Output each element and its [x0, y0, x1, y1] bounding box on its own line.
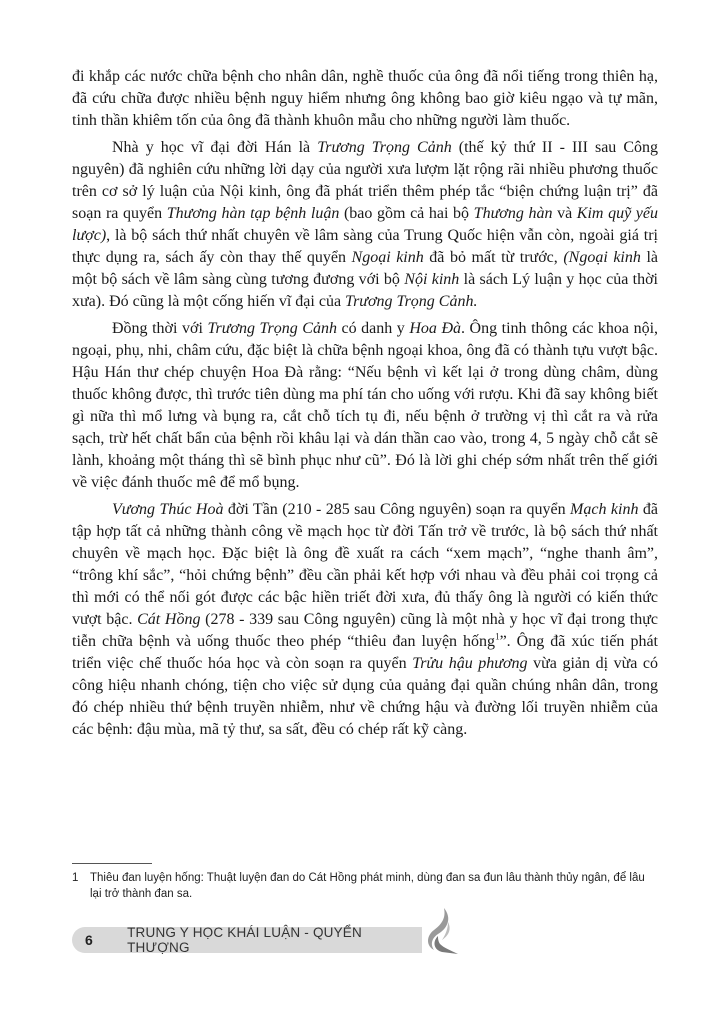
text-run: Nhà y học vĩ đại đời Hán là — [112, 139, 318, 156]
text-run: (thế kỷ thứ II - III sau Công nguyên) đã nghiên cứu những lời dạy của người xưa lượm lặt rộng rãi nhiều phương thuốc trên cơ sở lý luận của Nội kinh, ông đã phát triển thêm phép tắc “biện chứng luận trị” đã soạn ra quyển — [72, 139, 659, 222]
paragraph — [72, 499, 658, 741]
italic-text: Thương hàn — [473, 205, 553, 222]
text-run: đã bỏ mất từ trước, — [423, 249, 564, 266]
text-run: , là bộ sách thứ nhất chuyên về lâm sàng của Trung Quốc hiện vẫn còn, ngoài giá trị thực dụng ra, sách ấy còn thay thế quyển — [72, 227, 658, 266]
text-run: đi khắp các nước chữa bệnh cho nhân dân, nghề thuốc của ông đã nổi tiếng trong thiên hạ, đã cứu chữa được nhiều bệnh nguy hiểm nhưng ông không bao giờ kiêu ngạo và tự mãn, tinh thần khiêm tốn của ông đã thành khuôn mẫu cho những người làm thuốc. — [72, 68, 658, 129]
text-run: . Ông tinh thông các khoa nội, ngoại, phụ, nhi, châm cứu, đặc biệt là chữa bệnh ngoại khoa, ông đã có thành tựu vượt bậc. Hậu Hán thư chép chuyện Hoa Đà rằng: “Nếu bệnh vì kết lại ở trong dùng châm, dùng thuốc không được, thì trước tiên dùng ma phí tán cho uống với rượu. Khi đã say không biết gì nữa thì mổ lưng và bụng ra, cắt chỗ tích tụ đi, nếu bệnh ở trường vị thì cắt ra và rửa sạch, trừ hết chất bẩn của bệnh rồi khâu lại và dán thần cao vào, trong 4, 5 ngày chỗ cắt sẽ lành, khoảng một tháng thì sẽ bình phục như cũ”. Đó là lời ghi chép sớm nhất trên thế giới về việc đánh thuốc mê để mổ bụng. — [72, 320, 659, 491]
text-run: đời Tần (210 - 285 sau Công nguyên) soạn ra quyển — [223, 501, 571, 518]
footnote-reference: 1 — [495, 631, 500, 642]
text-run: đã tập hợp tất cả những thành công về mạch học từ đời Tấn trở về trước, là bộ sách thứ nhất chuyên về mạch học. Đặc biệt là ông đề xuất ra cách “xem mạch”, “nghe thanh âm”, “trông khí sắc”, “hỏi chứng bệnh” đều cần phải kết hợp với nhau và đều phải coi trọng cả thì mới có thể nối gót được các bậc hiền triết đời xưa, đủ thấy ông là người có kiến thức vượt bậc. — [72, 501, 658, 628]
paragraph — [72, 318, 658, 494]
book-title: TRUNG Y HỌC KHÁI LUẬN - QUYỂN THƯỢNG — [127, 925, 362, 955]
italic-text: Cát Hồng — [137, 611, 201, 628]
text-run: (278 - 339 sau Công nguyên) cũng là một nhà y học vĩ đại trong thực tiễn chữa bệnh và uống thuốc theo phép “thiêu đan luyện hống — [72, 611, 659, 650]
footnote-divider — [72, 863, 152, 864]
page-footer — [72, 927, 422, 953]
text-run: và — [552, 205, 577, 222]
italic-text: (Ngoại kinh — [563, 249, 641, 266]
text-run: Đồng thời với — [112, 320, 208, 337]
italic-text: Nội kinh — [404, 271, 460, 288]
page-number: 6 — [85, 932, 93, 948]
text-run: (bao gồm cả hai bộ — [339, 205, 474, 222]
italic-text: Hoa Đà — [409, 320, 462, 337]
italic-text: Mạch kinh — [570, 501, 639, 518]
text-run: có danh y — [336, 320, 410, 337]
footnote-number: 1 — [72, 872, 79, 884]
footnote — [72, 870, 658, 902]
body-text — [72, 66, 658, 746]
paragraph — [72, 66, 658, 132]
italic-text: Trương Trọng Cảnh. — [345, 293, 478, 310]
italic-text: Ngoại kinh — [351, 249, 424, 266]
footnote-text: Thiêu đan luyện hống: Thuật luyện đan do Cát Hồng phát minh, dùng đan sa đun lâu thành thủy ngân, để lâu lại trở thành đan sa. — [90, 872, 645, 900]
text-run: vừa giản dị vừa có công hiệu nhanh chóng, tiện cho việc sử dụng của quảng đại quần chúng nhân dân, trong đó chép nhiều thứ bệnh truyền nhiễm, như về chứng hậu và đường lối truyền nhiễm của các bệnh: đậu mùa, mã tỷ thư, sa sất, đều có chép rất kỹ càng. — [72, 655, 659, 738]
text-run: là sách Lý luận y học của thời xưa). Đó cũng là một cống hiến vĩ đại của — [72, 271, 658, 310]
italic-text: Vương Thúc Hoà — [112, 501, 224, 518]
italic-text: Trương Trọng Cảnh — [317, 139, 452, 156]
italic-text: Trương Trọng Cảnh — [207, 320, 337, 337]
flame-logo-icon — [418, 908, 458, 954]
italic-text: Kim quỹ yếu lược) — [72, 205, 659, 244]
text-run: ”. Ông đã xúc tiến phát triển việc chế thuốc hóa học và còn soạn ra quyển — [72, 633, 658, 672]
italic-text: Trửu hậu phương — [412, 655, 528, 672]
paragraph — [72, 137, 658, 313]
text-run: là một bộ sách về lâm sàng cùng tương đương với bộ — [72, 249, 658, 288]
italic-text: Thương hàn tạp bệnh luận — [166, 205, 340, 222]
